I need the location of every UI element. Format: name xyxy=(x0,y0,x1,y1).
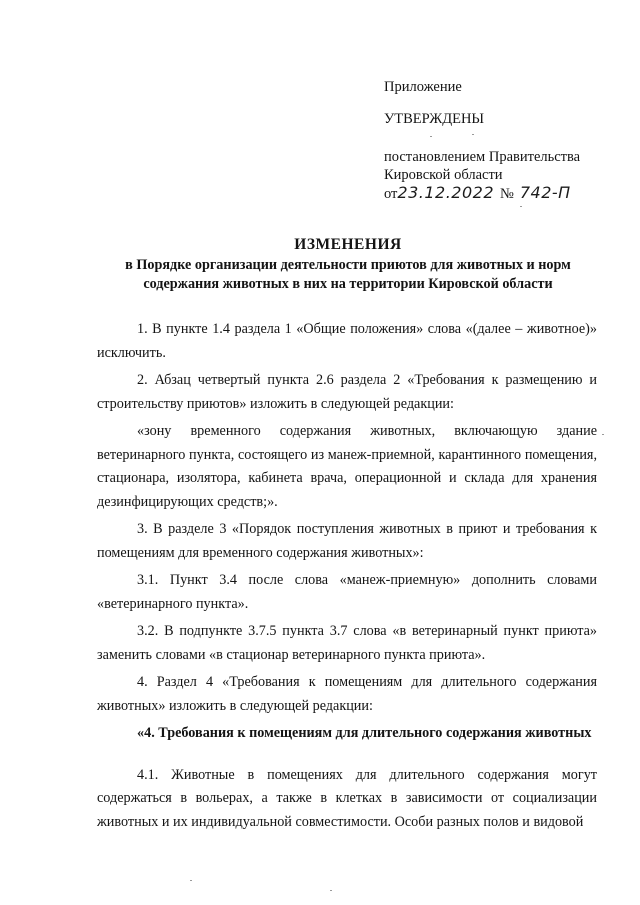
handwritten-date: 23.12.2022 xyxy=(397,183,495,202)
approved-label: УТВЕРЖДЕНЫ xyxy=(384,111,485,127)
decree-line-2: Кировской области xyxy=(384,167,503,183)
document-title: ИЗМЕНЕНИЯ xyxy=(294,236,402,253)
paragraph-3: «зону временного содержания животных, включающую здание ветеринарного пункта, состоящего из манеж-приемной, карантинного помещения, стационара, изолятора, кабинета врача, операционной и склада для хранения дезинфицирующих средств;». xyxy=(97,423,597,510)
scan-speck xyxy=(430,136,432,137)
decree-date-line xyxy=(384,184,624,203)
paragraph-6: 3.2. В подпункте 3.7.5 пункта 3.7 слова «в ветеринарный пункт приюта» заменить словами «в стационар ветеринарного пункта приюта». xyxy=(97,623,597,663)
document-title-block xyxy=(96,236,600,294)
paragraph-7: 4. Раздел 4 «Требования к помещениям для длительного содержания животных» изложить в следующей редакции: xyxy=(97,674,597,714)
decree-line-1: постановлением Правительства xyxy=(384,149,581,165)
paragraph-1: 1. В пункте 1.4 раздела 1 «Общие положения» слова «(далее – животное)» исключить. xyxy=(97,321,597,361)
scan-speck xyxy=(330,890,332,891)
paragraph-4: 3. В разделе 3 «Порядок поступления животных в приют и требования к помещениям для временного содержания животных»: xyxy=(97,521,597,561)
paragraph-2: 2. Абзац четвертый пункта 2.6 раздела 2 «Требования к размещению и строительству приютов» изложить в следующей редакции: xyxy=(97,372,597,412)
scan-speck xyxy=(472,134,474,135)
paragraph-9: 4.1. Животные в помещениях для длительного содержания могут содержаться в вольерах, а также в клетках в зависимости от социализации животных и их индивидуальной совместимости. Особи разных полов и видовой xyxy=(97,766,597,830)
document-body xyxy=(97,318,597,834)
scan-speck xyxy=(602,434,604,435)
handwritten-number: 742-П xyxy=(519,183,571,202)
section-4-heading: «4. Требования к помещениям для длительного содержания животных xyxy=(137,725,592,741)
scan-speck xyxy=(520,206,522,207)
appendix-label: Приложение xyxy=(384,79,462,95)
approval-stamp-block xyxy=(384,78,624,203)
scan-speck xyxy=(190,880,192,881)
number-prefix: № xyxy=(500,186,514,202)
date-prefix: от xyxy=(384,186,398,202)
document-subtitle: в Порядке организации деятельности приютов для животных и норм содержания животных в них на территории Кировской области xyxy=(125,257,571,292)
paragraph-5: 3.1. Пункт 3.4 после слова «манеж-приемную» дополнить словами «ветеринарного пункта». xyxy=(97,572,597,612)
